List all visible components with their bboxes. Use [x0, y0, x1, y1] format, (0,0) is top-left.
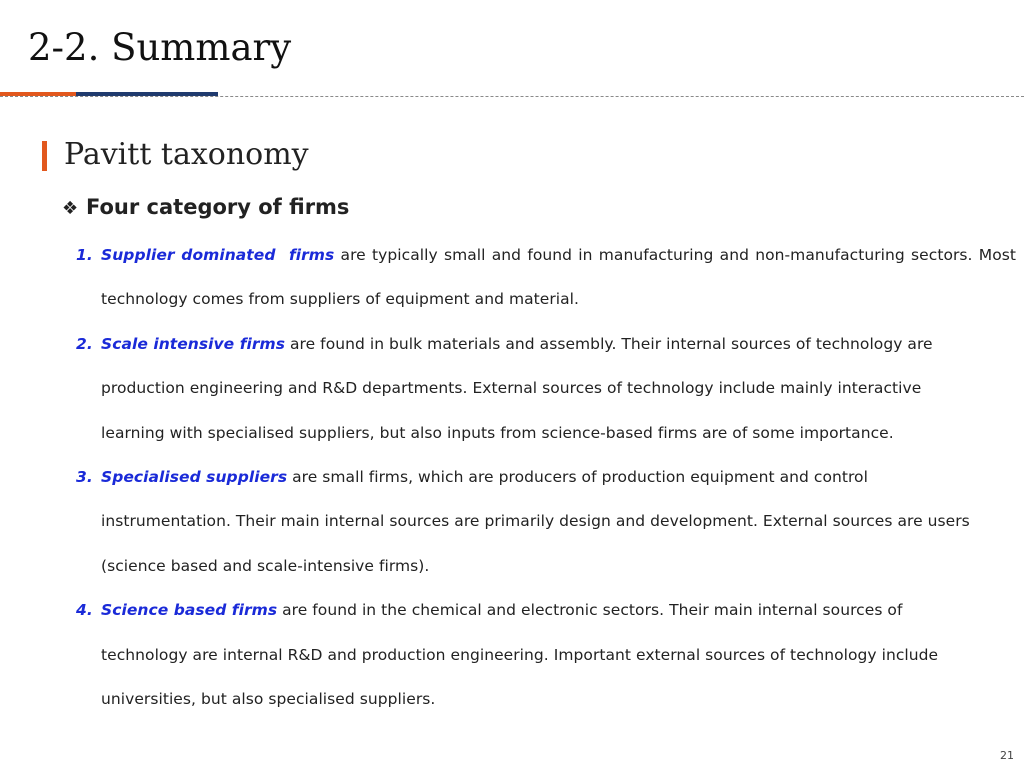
item-number: 4. — [76, 601, 93, 620]
item-number: 2. — [76, 334, 93, 353]
list-item — [76, 588, 1016, 721]
firm-term: Specialised suppliers — [101, 468, 288, 487]
firm-term: Supplier dominated firms — [101, 246, 335, 264]
page-number: 21 — [1000, 749, 1014, 762]
firm-term: Science based firms — [101, 601, 278, 620]
firm-category-list — [76, 233, 1016, 721]
firm-description: are found in the chemical and electronic sectors. Their main internal sources of technology are internal R&D and production engineering. Important external sources of technology include universities, but also specialised suppliers. — [101, 601, 939, 709]
firm-description: are found in bulk materials and assembly. Their internal sources of technology are production engineering and R&D departments. External sources of technology include mainly interactive learning with specialised suppliers, but also inputs from science-based firms are of some importance. — [101, 334, 933, 442]
item-number: 3. — [76, 468, 93, 487]
sub-heading-text: Four category of firms — [86, 195, 350, 219]
diamond-bullet-icon: ❖ — [62, 198, 79, 219]
list-item — [76, 455, 1016, 588]
list-item — [76, 322, 1016, 455]
sub-heading — [62, 192, 349, 224]
title-rule-dotted — [0, 96, 1024, 97]
list-item — [76, 233, 1016, 322]
title-rule-orange-segment — [0, 92, 76, 96]
section-heading: Pavitt taxonomy — [64, 137, 309, 172]
item-number: 1. — [76, 246, 93, 264]
section-accent-bar — [42, 141, 47, 171]
firm-description: are typically small and found in manufacturing and non-manufacturing sectors. Most technology comes from suppliers of equipment and material. — [101, 246, 1016, 309]
firm-term: Scale intensive firms — [101, 334, 286, 353]
title-rule-navy-segment — [76, 92, 218, 96]
firm-description: are small firms, which are producers of production equipment and control instrumentation. Their main internal sources are primarily design and development. External sources are users (science based and scale-intensive firms). — [101, 468, 970, 575]
slide-title: 2-2. Summary — [28, 26, 292, 69]
